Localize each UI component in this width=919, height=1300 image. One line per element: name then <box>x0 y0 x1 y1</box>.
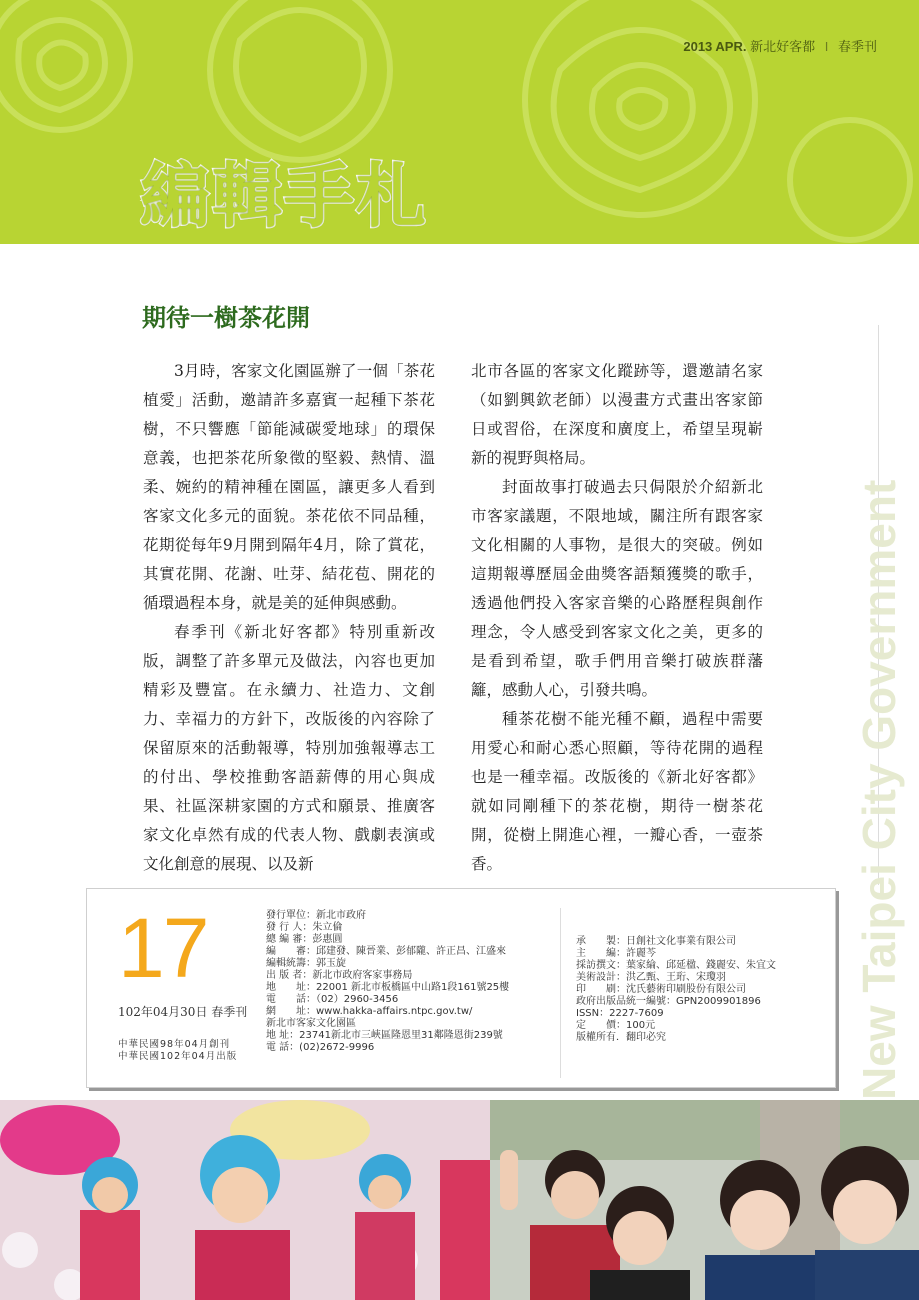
credit-line: 承 製：日創社文化事業有限公司 <box>576 936 736 947</box>
credit-line: 電 話：（02）2960-3456 <box>266 994 399 1005</box>
credit-line: 網 址：www.hakka-affairs.ntpc.gov.tw/ <box>266 1006 473 1017</box>
article-subtitle: 期待一樹茶花開 <box>142 304 310 332</box>
credit-line: 出 版 者：新北市政府客家事務局 <box>266 970 413 981</box>
credit-line: 採訪撰文：葉家綸、邱延楹、錢麗安、朱宜文 <box>576 960 776 971</box>
masthead <box>683 36 877 55</box>
credit-line: 美術設計：洪乙甄、王珩、宋瓊羽 <box>576 972 726 983</box>
paragraph: 3月時，客家文化園區辦了一個「茶花植愛」活動，邀請許多嘉賓一起種下茶花樹，不只響應「節能減碳愛地球」的環保意義，也把茶花所象徵的堅毅、熱情、溫柔、婉約的精神種在園區，讓更多人看到客家文化多元的面貌。茶花依不同品種，花期從每年9月開到隔年4月，除了賞花，其實花開、花謝、吐芽、結花苞、開花的循環過程本身，就是美的延伸與感動。 <box>143 362 435 612</box>
credit-line: 發 行 人：朱立倫 <box>266 922 343 933</box>
credit-line: 印 刷：沈氏藝術印刷股份有限公司 <box>576 984 746 995</box>
credits-right <box>576 936 776 1044</box>
published-date: 中華民國102年04月出版 <box>118 1051 238 1062</box>
magazine-name: 新北好客都 <box>750 39 816 54</box>
header-banner <box>0 0 919 244</box>
credit-line: ISSN：2227-7609 <box>576 1008 664 1019</box>
paragraph: 種茶花樹不能光種不顧，過程中需要用愛心和耐心悉心照顧，等待花開的過程也是一種幸福。改版後的《新北好客都》就如同剛種下的茶花樹，期待一樹茶花開，從樹上開進心裡，一瓣心香，一壺茶香。 <box>471 710 763 873</box>
credit-line: 發行單位：新北市政府 <box>266 910 366 921</box>
credit-line: 編輯統籌：郭玉旋 <box>266 958 346 969</box>
credit-line: 電 話：(02)2672-9996 <box>266 1042 375 1053</box>
credits-divider <box>560 908 561 1078</box>
credit-line: 定 價：100元 <box>576 1020 656 1031</box>
section-title: 編輯手札 <box>140 155 428 237</box>
season-label: 春季刊 <box>837 39 877 54</box>
event-photo <box>0 1100 919 1300</box>
paragraph: 春季刊《新北好客都》特別重新改版，調整了許多單元及做法，內容也更加精彩及豐富。在永續力、社造力、文創力、幸福力的方針下，改版後的內容除了保留原來的活動報導，特別加強報導志工的付出、學校推動客語薪傳的用心與成果、社區深耕家園的方式和願景、推廣客家文化卓然有成的代表人物、戲劇表演或文化創意的展現、以及新 <box>143 623 435 873</box>
credit-line: 編 審：邱建發、陳晉業、彭郁隴、許正昌、江盛來 <box>266 946 506 957</box>
credit-line: 地 址：22001 新北市板橋區中山路1段161號25樓 <box>266 982 510 993</box>
issue-year-month: 2013 APR. <box>683 39 747 54</box>
credit-line: 總 編 審：彭惠圓 <box>266 934 343 945</box>
photo-illustration <box>0 1100 919 1300</box>
side-watermark-text: New Taipei City Government <box>853 479 905 1100</box>
issue-number: 17 <box>118 901 208 995</box>
paragraph: 封面故事打破過去只侷限於介紹新北市客家議題，不限地域，關注所有跟客家文化相關的人事物，是很大的突破。例如這期報導歷屆金曲獎客語類獲獎的歌手，透過他們投入客家音樂的心路歷程與創作理念，令人感受到客家文化之美，更多的是看到希望，歌手們用音樂打破族群藩籬，感動人心，引發共鳴。 <box>471 478 763 699</box>
credit-line: 主 編：許麗芩 <box>576 948 656 959</box>
article-column-right <box>471 357 763 879</box>
article-column-left <box>143 357 435 879</box>
founded-date: 中華民國98年04月創刊 <box>118 1039 231 1050</box>
credit-line: 政府出版品統一編號：GPN2009901896 <box>576 996 761 1007</box>
issue-date: 102年04月30日 春季刊 <box>118 1005 248 1019</box>
credit-line: 版權所有．翻印必究 <box>576 1032 666 1043</box>
masthead-separator: I <box>824 39 829 54</box>
credits-left <box>266 910 509 1054</box>
credit-line: 新北市客家文化園區 <box>266 1018 356 1029</box>
paragraph: 北市各區的客家文化蹤跡等，還邀請名家（如劉興欽老師）以漫畫方式畫出客家節日或習俗，在深度和廣度上，希望呈現嶄新的視野與格局。 <box>471 362 763 467</box>
credit-line: 地 址：23741新北市三峽區隆恩里31鄰隆恩街239號 <box>266 1030 503 1041</box>
